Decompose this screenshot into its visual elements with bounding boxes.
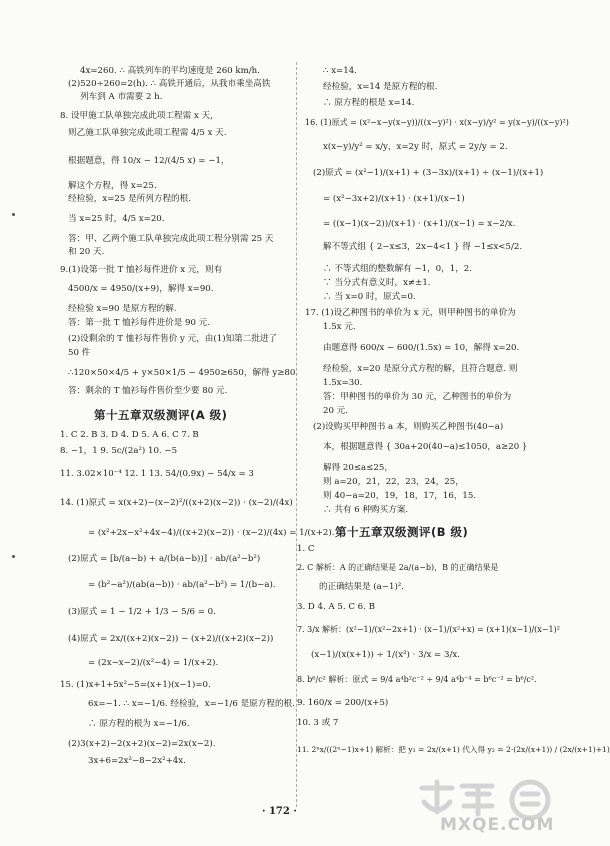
text-line: 9.(1)设第一批 T 恤衫每件进价 x 元，则有 (60, 265, 223, 275)
answer-line: 1. C 2. B 3. D 4. D 5. A 6. C 7. B (60, 430, 199, 440)
answer-line: 8. −1，1 9. 5c/(2a²) 10. −5 (60, 446, 178, 456)
answer-line: 11. 3.02×10⁻⁴ 12. 1 13. 54/(0.9x) − 54/x = 3 (60, 469, 254, 479)
text-line: 20 元. (323, 406, 348, 416)
section-heading-a: 第十五章双级测评(A 级) (94, 408, 228, 422)
text-line: 1.5x 元. (323, 322, 356, 332)
answer-line: 的正确结果是 (a−1)². (319, 582, 404, 592)
text-line: 16. (1)原式 = (x²−x−y(x−y))/((x−y)²) · x(x−y)/y² = y(x−y)/((x−y)²) (305, 118, 569, 127)
answer-line: 14. (1)原式 = x(x+2)−(x−2)²/((x+2)(x−2)) · (x−2)/(4x) (60, 498, 293, 508)
text-line: 则乙施工队单独完成此项工程需 4/5 x 天. (68, 128, 227, 138)
answer-line: 9. 160/x = 200/(x+5) (297, 698, 389, 708)
answer-line: ∴ 原方程的根为 x=−1/6. (88, 719, 190, 729)
answer-line: = (b²−a²)/(ab(a−b)) · ab/(a²−b²) = 1/(b−a). (88, 580, 276, 590)
text-line: 8. 设甲施工队单独完成此项工程需 x 天， (60, 111, 219, 121)
text-line: 列车到 A 市需要 2 h. (80, 92, 163, 102)
scan-dot-icon (12, 555, 15, 558)
text-line: 当 x=25 时，4/5 x=20. (68, 214, 165, 224)
text-line: (2)520÷260=2(h). ∴ 高铁开通后，从我市乘坐高铁 (68, 79, 271, 89)
answer-line: 6x=−1. ∴ x=−1/6. 经检验，x=−1/6 是原方程的根. (88, 699, 295, 709)
text-line: ∴ x=14. (323, 66, 357, 76)
text-line: ∵ 当分式有意义时，x≠±1. (323, 278, 431, 288)
answer-line: 10. 3 或 7 (297, 718, 339, 728)
answer-line: 7. 3/x 解析：(x²−1)/(x²−2x+1) · (x−1)/(x²+x) = (x+1)(x−1)/(x−1)² (297, 625, 560, 634)
section-heading-b: 第十五章双级测评(B 级) (335, 525, 469, 539)
text-line: 解不等式组 { 2−x≤3，2x−4<1 } 得 −1≤x<5/2. (323, 242, 523, 252)
text-line: 经检验，x=25 是所列方程的根. (68, 194, 191, 204)
text-line: 答：第一批 T 恤衫每件进价是 90 元. (68, 318, 211, 328)
answer-line: 3. D 4. A 5. C 6. B (297, 602, 375, 612)
text-line: ∴ 共有 6 种购买方案. (323, 505, 409, 515)
scan-dot-icon (12, 213, 15, 216)
text-line: 和 20 天. (68, 247, 105, 257)
answer-line: 3x+6=2x²−8−2x²+4x. (88, 756, 186, 766)
answer-line: (x−1)/(x(x+1)) ÷ 1/(x²) · 3/x = 3/x. (311, 650, 460, 660)
answer-line: 2. C 解析：A 的正确结果是 2a/(a−b)，B 的正确结果是 (297, 563, 499, 572)
answer-line: = (x²+2x−x²+4x−4)/((x+2)(x−2)) · (x−2)/(4x) = 1/(x+2). (88, 528, 335, 538)
answer-line: (4)原式 = 2x/((x+2)(x−2)) − (x+2)/((x+2)(x−2)) (68, 634, 274, 644)
text-line: 解得 20≤a≤25， (323, 463, 393, 473)
answer-line: 1. C (297, 544, 315, 554)
text-line: 4500/x = 4950/(x+9)，解得 x=90. (68, 284, 214, 294)
text-line: 则 40−a=20，19，18，17，16，15. (323, 491, 477, 501)
text-line: 答：剩余的 T 恤衫每件售价至少要 80 元. (68, 386, 228, 396)
text-line: 本，根据题意得 { 30a+20(40−a)≤1050，a≥20 } (323, 442, 528, 452)
answer-line: (2)3(x+2)−2(x+2)(x−2)=2x(x−2). (68, 739, 216, 749)
text-line: x(x−y)/y² = x/y，x=2y 时，原式 = 2y/y = 2. (323, 142, 508, 152)
text-line: 经检验 x=90 是原方程的解. (68, 304, 177, 314)
text-line: ∴ 不等式组的整数解有 −1，0，1，2. (323, 264, 472, 274)
text-line: (2)设剩余的 T 恤衫每件售价 y 元，由(1)知第二批进了 (68, 334, 278, 344)
text-line: 经检验，x=14 是原方程的根. (323, 82, 438, 92)
text-line: 17. (1)设乙种图书的单价为 x 元，则甲种图书的单价为 (305, 308, 516, 318)
answer-line: = (2x−x−2)/(x²−4) = 1/(x+2). (88, 658, 219, 668)
text-line: ∴ 当 x=0 时，原式=0. (323, 292, 416, 302)
text-line: 50 件 (68, 348, 91, 358)
answer-line: 11. 2ⁿx/((2ⁿ−1)x+1) 解析：把 y₁ = 2x/(x+1) 代入得 y₂ = 2·(2x/(x+1)) / (2x/(x+1)+1) (297, 745, 610, 754)
text-line: 由题意得 600/x − 600/(1.5x) = 10，解得 x=20. (323, 343, 520, 353)
text-line: ∴120×50×4/5 + y×50×1/5 − 4950≥650，解得 y≥80. (68, 368, 299, 378)
text-line: ∴ 原方程的根是 x=14. (323, 98, 415, 108)
answer-line: 8. b⁶/c² 解析：原式 = 9/4 a⁴b²c⁻² ÷ 9/4 a⁴b⁻⁴ = b⁶c⁻² = b⁶/c². (297, 675, 537, 684)
text-line: (2)设购买甲种图书 a 本，则购买乙种图书(40−a) (313, 422, 504, 432)
text-line: = ((x−1)(x−2))/(x+1) · (x+1)/(x−1) = x−2/x. (323, 219, 516, 229)
answer-line: 15. (1)x+1+5x²−5=(x+1)(x−1)=0. (60, 680, 211, 690)
page-number: · 172 · (262, 806, 297, 817)
watermark-text: MXQE.COM (440, 815, 555, 835)
text-line: 则 a=20，21，22，23，24，25， (323, 477, 464, 487)
answer-line: (3)原式 = 1 − 1/2 + 1/3 − 5/6 = 0. (68, 607, 216, 617)
text-line: (2)原式 = (x²−1)/(x+1) + (3−3x)/(x+1) ÷ (x−1)/(x+1) (313, 168, 544, 178)
text-line: 4x=260. ∴ 高铁列车的平均速度是 260 km/h. (80, 66, 260, 76)
text-line: 答：甲、乙两个施工队单独完成此项工程分别需 25 天 (68, 234, 274, 244)
text-line: 答：甲种图书的单价为 30 元，乙种图书的单价为 (323, 392, 512, 402)
text-line: = (x²−3x+2)/(x+1) · (x+1)/(x−1) (323, 194, 465, 204)
text-line: 经检验，x=20 是原分式方程的解，且符合题意. 则 (323, 364, 518, 374)
text-line: 解这个方程，得 x=25. (68, 181, 157, 191)
answer-line: (2)原式 = [b/(a−b) + a/(b(a−b))] · ab/(a²−b²) (68, 554, 261, 564)
text-line: 根据题意，得 10/x − 12/(4/5 x) = −1， (68, 156, 230, 166)
text-line: 1.5x=30. (323, 378, 363, 388)
column-divider (296, 62, 297, 807)
